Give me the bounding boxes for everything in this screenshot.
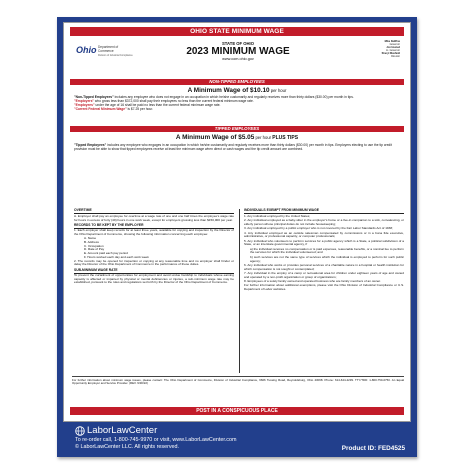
exempt-further-info: For further information about additional exemptions, please visit the Ohio Division of Industrial Compliance or U.S. Department of Labor websites.	[244, 283, 404, 292]
exempt-item: 2. Any individual employed as a baby-sitter in the employer's home or a live-in companion to a sick, convalescing, or elderly person whose principal duties do not include housekeeping;	[244, 218, 404, 226]
tipped-rate: A Minimum Wage of $5.05 per hour PLUS TIPS	[175, 134, 299, 141]
detail-columns	[72, 209, 404, 375]
exempt-head: INDIVIDUALS EXEMPT FROM MINIMUM WAGE	[244, 209, 404, 214]
exempt-item: 1. Any individual employed by the United States;	[244, 213, 311, 218]
ohio-logo-word: Ohio	[76, 45, 97, 55]
exempt-item: 7. Any individual in the employ of a camp or recreational area for children under eighteen years of age and owned and operated by a non-profit organization or group of organizations;	[244, 271, 404, 279]
exempt-item: 6. Any individual who works or provides personal services of a charitable nature in a hospital or health institution for which compensation is not sought or contemplated;	[244, 262, 404, 271]
tipped-bar: TIPPED EMPLOYEES	[70, 126, 404, 132]
poster-frame	[57, 17, 417, 457]
post-notice-bar: POST IN A CONSPICUOUS PLACE	[70, 407, 404, 415]
contact-footnote: For further information about minimum wage issues, please contact: The Ohio Department of Commerce, Division of Industrial Compliance, 6606 Tussing Road, Reynoldsburg, Ohio 43068. Phone: 614-644-2239. TTY/TDD: 1-800-750-0750. An Equal Opportunity Employer and Service Provider. (REV. 9/30/22)	[72, 378, 404, 386]
exempt-item: 8. Employees of a solely family owned and operated business who are family members of an owner.	[244, 279, 381, 284]
product-bar	[57, 422, 417, 457]
records-letter: E. Amount paid each pay period	[84, 251, 128, 256]
sub-minimum-text: To prevent the curtailment of opportunities for employment and avoid undue hardship to individuals whose earning capacity is affected or impaired by physical or mental deficiencies or injuries, a sub-minimum wage rate may be established, pursuant to the rules and regulations set forth by the Director of the Ohio Department of Commerce.	[74, 272, 234, 285]
state-label: STATE OF OHIO	[222, 41, 254, 46]
overtime-head: OVERTIME	[74, 209, 234, 214]
records-item-2: 2. The records may be opened for inspection or copying at any reasonable time and no employer shall hinder or delay the Director of the Ohio Department of Commerce in the performance of these duties.	[74, 258, 234, 267]
tipped-rate-value: $5.05	[238, 134, 255, 141]
non-tipped-rate-value: $10.10	[250, 87, 270, 94]
agency-url: www.com.ohio.gov	[222, 57, 254, 61]
sub-minimum-head: SUB-MINIMUM WAGE RATE	[74, 269, 234, 274]
non-tipped-rate: A Minimum Wage of $10.10 per hour	[187, 87, 287, 94]
tipped-text: "Tipped Employees" includes any employee who engages in an occupation in which he/she customarily and regularly receives more than thirty dollars ($30.00) per month in tips. Employers electing to use the tip credit provision must be able to show that tipped employees receive at least the minimum wage when direct or cash wages and the tip credit amount are combined.	[74, 143, 392, 151]
ohio-logo-dept: Department of Commerce	[98, 45, 119, 53]
non-tipped-text: "Non-Tipped Employees" includes any employee who does not engage in an occupation in which he/she customarily and regularly receives more than thirty dollars ($30.00) per month in tips. "Employers" who gross less than $372,000 shall pay their employees no less than the current federal minimum wage rate. "Employees" under the age of 16 shall be paid no less than the current federal minimum wage rate. "Current Federal Minimum Wage" is $7.25 per hour.	[74, 95, 354, 111]
exempt-item: 5. Any individual who volunteers to perform services for a public agency which is a State, a political subdivision of a State, or an interstate governmental agency, if	[244, 238, 404, 247]
exempt-subitem: a) the individual receives no compensation or is paid expenses, reasonable benefits, or a nominal fee to perform the services for which the individual volunteered; and	[250, 246, 404, 255]
exempt-subitem: b) such services are not the same type of services which the individual is employed to perform for such public agency;	[250, 254, 404, 263]
exempt-item: 4. Any individual employed as an outside salesman compensated by commissions or in a bona fide executive, administrative, or professional capacity, or computer professionals;	[244, 230, 404, 239]
records-letter: B. Address	[84, 239, 99, 244]
poster	[63, 22, 411, 422]
brand-name: LaborLawCenter	[87, 425, 158, 436]
records-item-1: 1. Each employer shall keep records for at least three years, available for copying and inspection by the Director of the Ohio Department of Commerce, showing the following information concerning each employee:	[74, 228, 234, 236]
poster-header	[72, 39, 404, 73]
non-tipped-bar: NON-TIPPED EMPLOYEES	[70, 79, 404, 85]
records-letter: F. Hours worked each day and each work week	[84, 254, 149, 259]
reorder-line: To re-order call, 1-800-745-9970 or visit, www.LaborLawCenter.com	[75, 437, 237, 443]
records-head: RECORDS TO BE KEPT BY THE EMPLOYER	[74, 224, 234, 229]
globe-icon	[75, 426, 85, 436]
officials-list	[356, 41, 400, 58]
ohio-logo	[76, 45, 134, 65]
official-director: Sheryl Maxfield Director	[381, 51, 400, 58]
overtime-column	[74, 209, 234, 286]
year-title: 2023 MINIMUM WAGE	[186, 46, 290, 57]
copyright-line: © LaborLawCenter LLC. All rights reserved.	[75, 443, 180, 450]
overtime-item-a: A. Employer shall pay an employee for overtime at a wage rate of one and one half times the employee's wage rate for hours in excess of forty (40) hours in one work week, except for employers grossing less than $150,000 per year.	[74, 213, 234, 222]
records-letter: C. Occupation	[84, 243, 104, 248]
exempt-column	[244, 209, 404, 293]
official-lt-governor: Jon Husted Lt. Governor	[386, 45, 400, 52]
column-divider	[239, 209, 240, 373]
ohio-logo-division: Division of Industrial Compliance	[98, 54, 133, 57]
poster-title-bar: OHIO STATE MINIMUM WAGE	[70, 27, 404, 36]
reorder-info	[75, 437, 237, 450]
official-governor: Mike DeWine Governor	[384, 40, 400, 46]
exempt-item: 3. Any individual employed by a public employer who is not covered by the Fair Labor Standards Act of 1938;	[244, 226, 393, 231]
records-letter: D. Rate of Pay	[84, 247, 105, 252]
poster-heading	[168, 41, 308, 61]
records-letter: A. Name	[84, 236, 97, 241]
product-id: Product ID: FED4525	[341, 445, 405, 452]
